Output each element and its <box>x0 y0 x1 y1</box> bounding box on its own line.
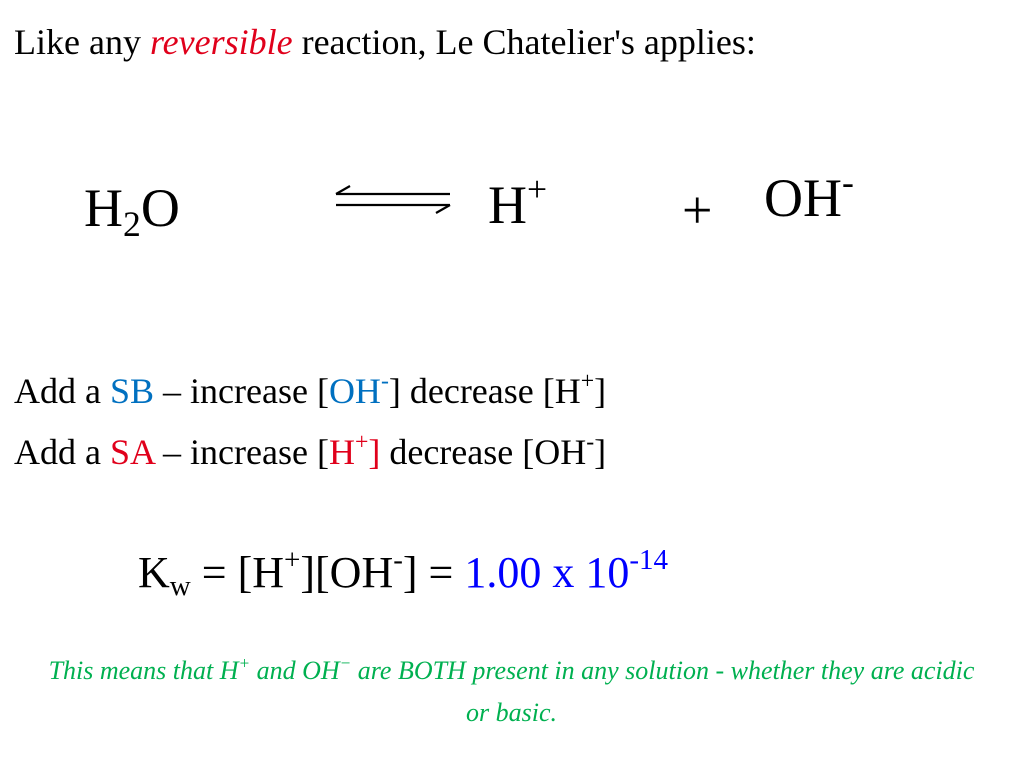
kw-expr-part3: ] = <box>402 548 465 597</box>
product-hydroxide-ion <box>764 161 854 228</box>
page-title <box>14 16 756 68</box>
kw-value <box>464 544 669 597</box>
kw-expr-part1: = [H <box>190 548 284 597</box>
rule-sa-ion-sup: + <box>354 429 369 456</box>
rule-sa-ion <box>328 429 381 472</box>
reactant-base: H <box>84 178 123 238</box>
rule-sa-prefix: Add a <box>14 432 110 472</box>
kw-value-exponent: -14 <box>629 544 669 576</box>
rule-sa-middle: – increase [ <box>154 432 329 472</box>
rule-sb-decrease-sup: + <box>580 368 595 395</box>
rule-sb-middle: – increase [ <box>154 371 329 411</box>
rule-strong-acid <box>14 427 606 477</box>
rule-sb-ion-base: OH <box>328 371 381 411</box>
title-prefix: Like any <box>14 22 150 62</box>
note-text <box>40 650 983 734</box>
reactant-subscript: 2 <box>123 203 141 244</box>
note-part2: and OH <box>250 656 340 685</box>
rule-sb-ion-sup: - <box>380 368 389 395</box>
rule-sa-decrease-sup: - <box>586 429 595 456</box>
note-part1: This means that H <box>48 656 239 685</box>
rule-sb-prefix: Add a <box>14 371 110 411</box>
rule-sa-ion-base: H <box>328 432 355 472</box>
kw-expr-sup2: - <box>393 544 403 576</box>
title-emphasis: reversible <box>149 22 293 62</box>
reactant-water <box>84 178 180 244</box>
rule-sa-reagent: SA <box>109 432 155 472</box>
rule-sa-close: ] <box>368 432 381 472</box>
equilibrium-arrow-icon <box>332 182 454 216</box>
note-sup2: − <box>339 653 352 673</box>
kw-value-mantissa: 1.00 x 10 <box>464 548 630 597</box>
kw-symbol-sub: w <box>169 570 191 603</box>
rule-sa-decrease: decrease [OH <box>380 432 587 472</box>
rule-sb-decrease: decrease [H <box>400 371 581 411</box>
equation-plus: + <box>682 180 713 240</box>
rule-sb-close: ] <box>388 371 401 411</box>
rule-sb-ion <box>328 368 389 411</box>
note-part3: are BOTH present in any solution - whether they are acidic or basic. <box>351 656 975 727</box>
kw-symbol: K <box>138 548 170 597</box>
rule-sa-end: ] <box>594 432 607 472</box>
rule-strong-base <box>14 366 606 416</box>
product2-base: OH <box>764 168 842 228</box>
title-suffix: reaction, Le Chatelier's applies: <box>292 22 756 62</box>
kw-expr-part2: ][OH <box>300 548 394 597</box>
product1-base: H <box>488 175 527 235</box>
product-hydrogen-ion <box>488 168 548 235</box>
product1-sup: + <box>527 168 548 209</box>
product2-sup: - <box>842 161 854 202</box>
kw-expr-sup1: + <box>284 544 301 576</box>
kw-expression <box>138 544 668 602</box>
rule-sb-reagent: SB <box>109 371 155 411</box>
rule-sb-end: ] <box>594 371 607 411</box>
reactant-tail: O <box>140 178 180 238</box>
note-sup1: + <box>238 653 251 673</box>
